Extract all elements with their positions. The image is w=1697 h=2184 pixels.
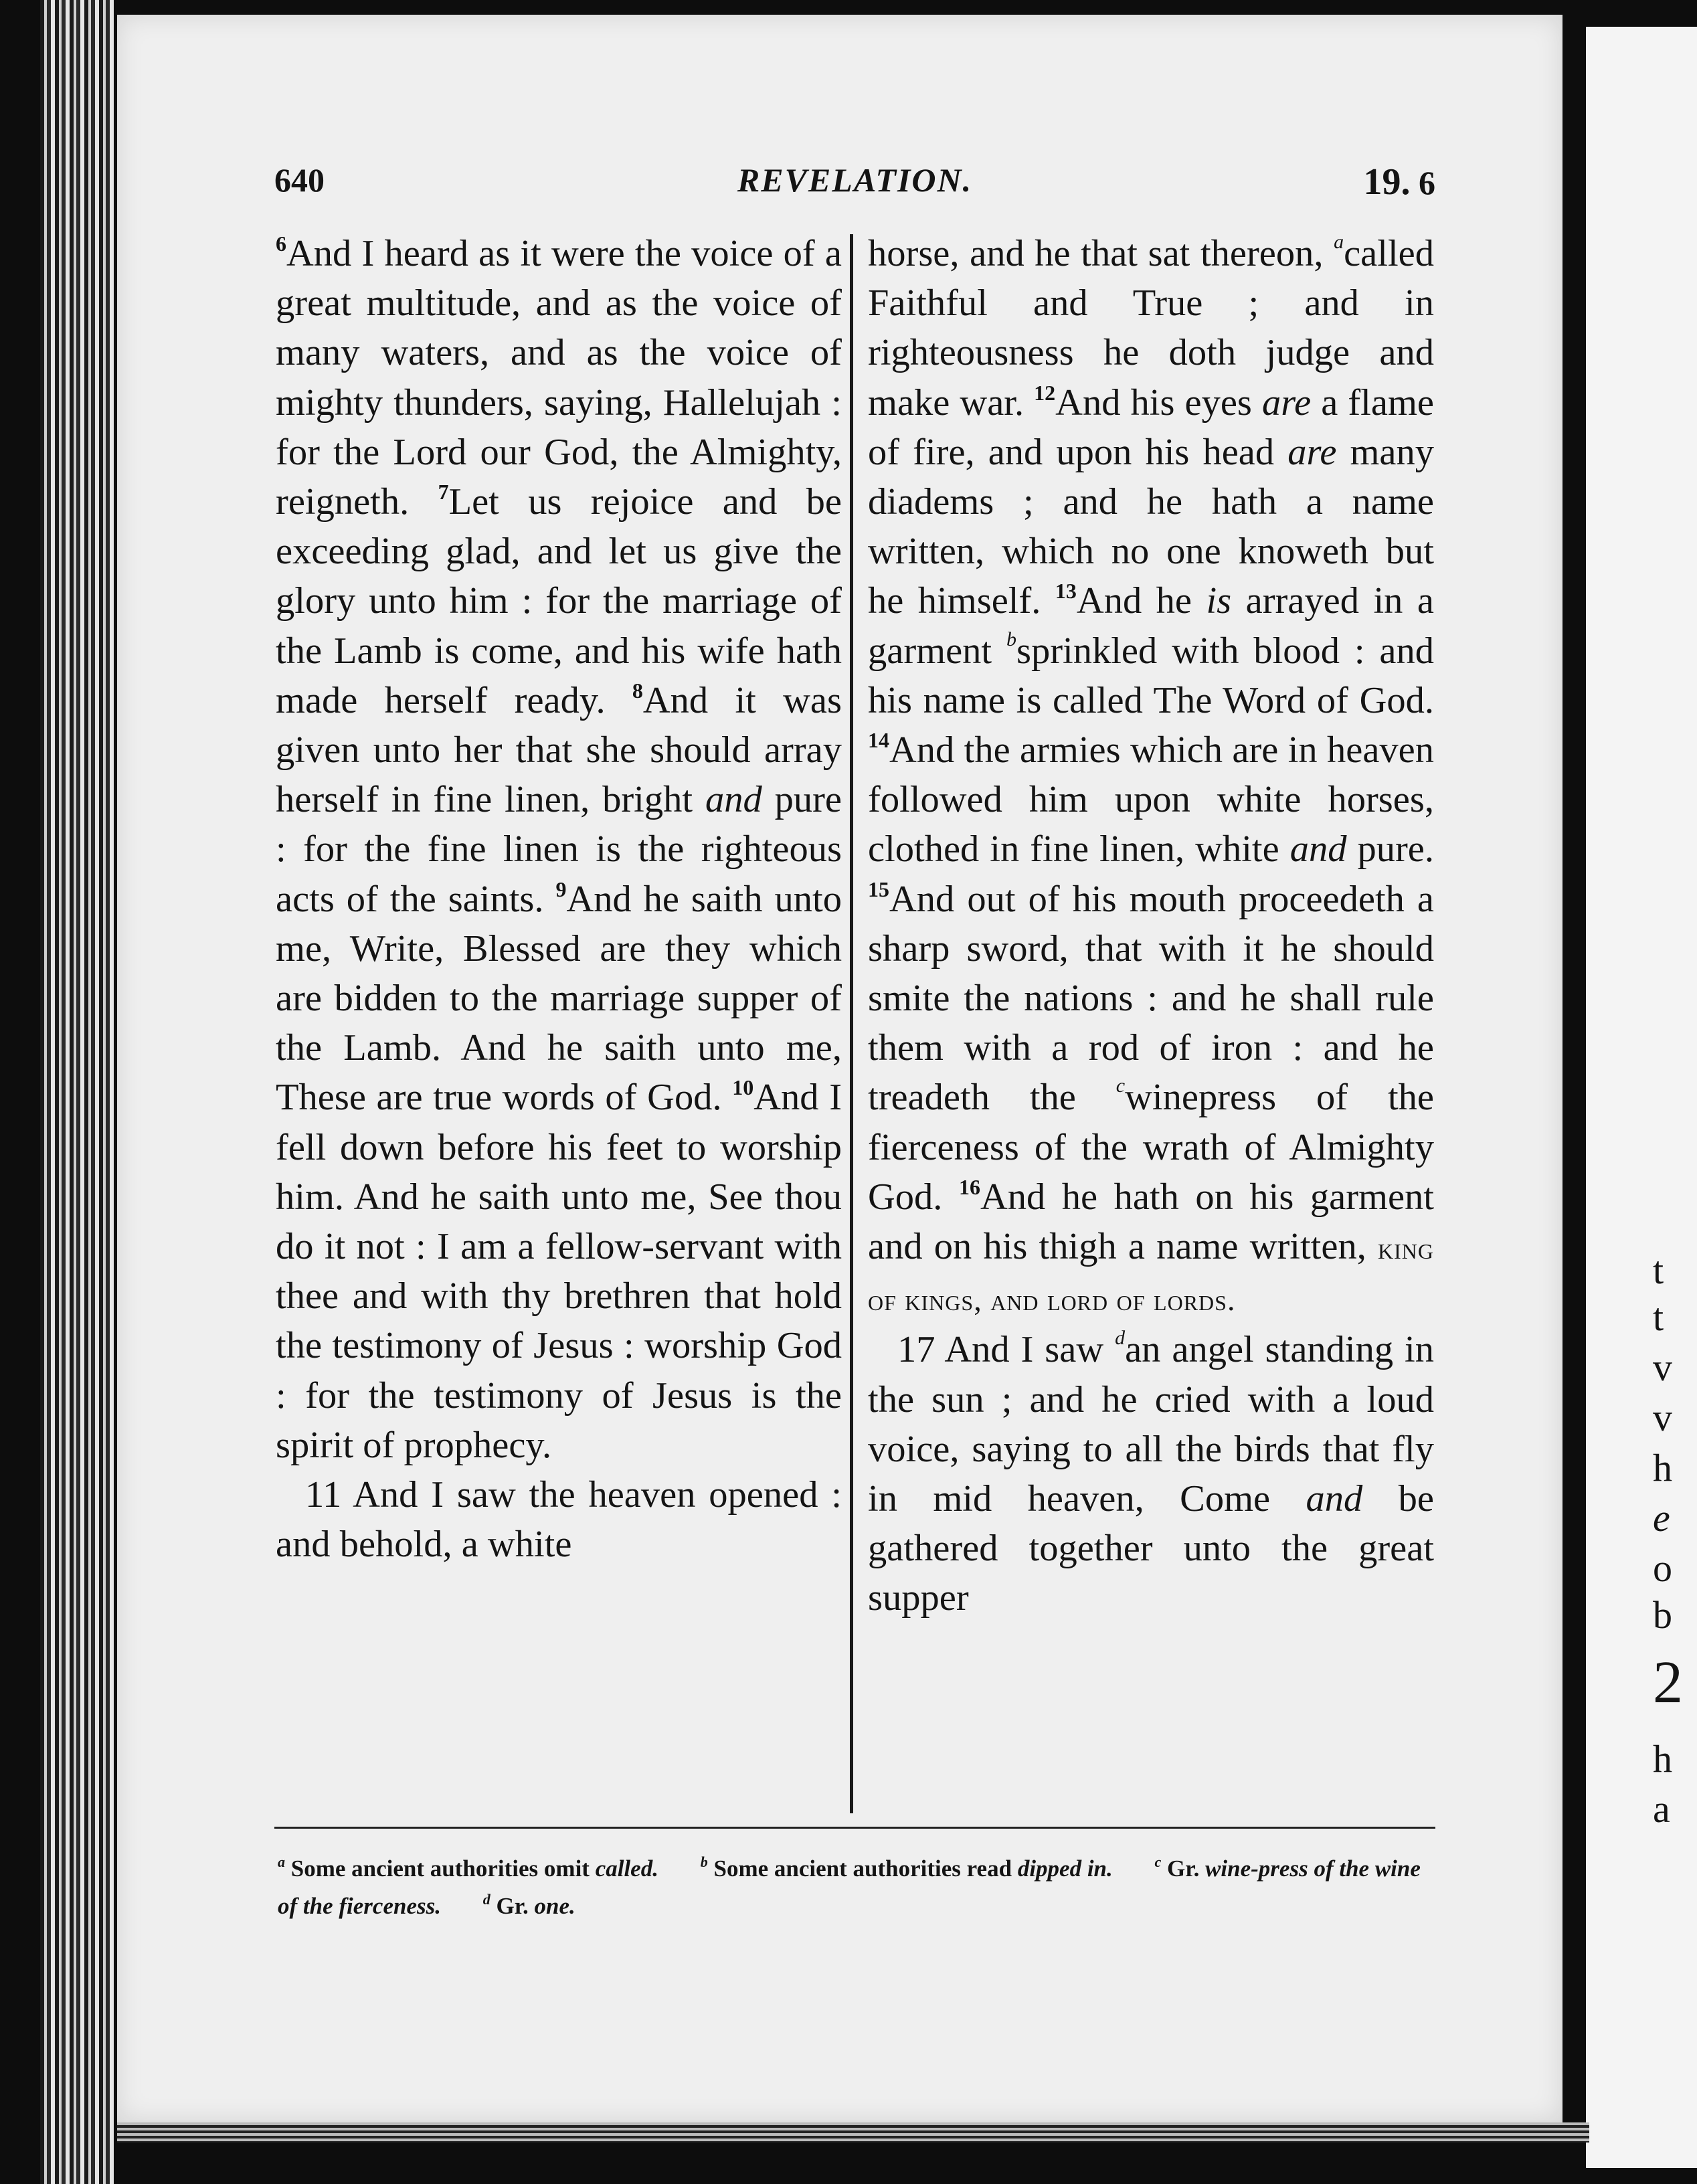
paragraph <box>868 1325 1434 1623</box>
verse-text: pure. <box>1346 828 1434 871</box>
verse-number: 13 <box>1055 579 1077 604</box>
footnote-italic: wine-press of the wine of the fierceness. <box>278 1855 1421 1919</box>
verse-text: And his eyes <box>1055 381 1262 424</box>
right-column <box>868 229 1434 1623</box>
facing-page-letter: o <box>1653 1546 1672 1590</box>
verse-text: an angel standing in the sun ; and he cried with a loud voice, saying to all the birds that fly in mid heaven, Come <box>868 1329 1434 1520</box>
facing-page-letter: h <box>1653 1737 1672 1781</box>
verse-number: 10 <box>732 1075 754 1100</box>
facing-page-letter: t <box>1653 1295 1664 1339</box>
verse-text: 11 And I saw the heaven opened : and behold, a white <box>276 1474 842 1566</box>
facing-page-letter: 2 <box>1653 1649 1683 1716</box>
book-title: REVELATION. <box>737 161 973 199</box>
footnote-text: Some ancient authorities omit <box>290 1855 596 1882</box>
facing-page-letter: v <box>1653 1346 1672 1389</box>
verse-number: 6 <box>1419 164 1435 201</box>
verse-text: be gathered together unto the great supper <box>868 1478 1434 1619</box>
small-caps-title: king of kings, and lord of lords. <box>868 1231 1434 1317</box>
verse-number: 12 <box>1034 380 1056 405</box>
verse-text: horse, and he that sat thereon, <box>868 233 1334 274</box>
footnote <box>701 1855 1113 1882</box>
verse-text: And he <box>1076 580 1207 622</box>
footnote-marker: c <box>1154 1853 1162 1870</box>
verse-text: winepress of the fierceness of the wrath of Almighty God. <box>868 1077 1434 1218</box>
facing-page-letter: a <box>1653 1787 1670 1831</box>
italic-word: are <box>1261 381 1312 424</box>
paragraph <box>276 1470 842 1569</box>
verse-text: a flame of fire, and upon his head <box>868 381 1434 473</box>
footnote-marker: b <box>1006 628 1016 650</box>
footnote-text: Gr. <box>496 1893 535 1919</box>
paragraph <box>868 229 1434 1325</box>
book-gutter <box>40 0 114 2184</box>
verse-number: 16 <box>958 1174 980 1199</box>
facing-page-letter: h <box>1653 1446 1672 1489</box>
footnote-marker: c <box>1115 1075 1126 1097</box>
verse-text: And he hath on his garment and on his thigh a name written, <box>868 1176 1434 1268</box>
footnote <box>483 1893 575 1919</box>
left-column <box>276 229 842 1569</box>
verse-text: And out of his mouth proceedeth a sharp sword, that with it he should smite the nations : and he shall rule them with a rod of iron : and he treadeth the <box>868 878 1434 1119</box>
footnote-marker: a <box>1334 231 1344 253</box>
footnote <box>278 1855 658 1882</box>
footnote-rule <box>274 1827 1435 1829</box>
verse-number: 14 <box>868 728 889 753</box>
verse-text: And he saith unto me, Write, Blessed are they which are bidden to the marriage supper of the Lamb. And he saith unto me, These are true words of God. <box>276 878 842 1119</box>
paragraph <box>276 229 842 1470</box>
verse-text: pure : for the fine linen is the righteous acts of the saints. <box>276 779 842 920</box>
verse-text: sprinkled with blood : and his name is called The Word of God. <box>868 630 1434 721</box>
facing-page-letter: t <box>1653 1249 1664 1292</box>
verse-number: 7 <box>438 480 449 505</box>
facing-page-letter: b <box>1653 1593 1672 1637</box>
italic-word: are <box>1287 431 1337 473</box>
page-bottom-edge <box>117 2122 1589 2143</box>
footnote-marker: d <box>482 1891 490 1908</box>
verse-text: called Faithful and True ; and in righteousness he doth judge and make war. <box>868 233 1434 424</box>
footnote-italic: dipped in. <box>1017 1855 1113 1882</box>
footnote-italic: called. <box>595 1855 658 1882</box>
verse-number: 6 <box>276 232 286 256</box>
verse-number: 8 <box>632 678 643 703</box>
italic-word: and <box>705 779 762 821</box>
running-head <box>274 161 1435 207</box>
italic-word: and <box>1306 1478 1363 1520</box>
footnote-marker: a <box>278 1853 285 1870</box>
footnote-text: Gr. <box>1167 1855 1206 1882</box>
verse-text: And I heard as it were the voice of a great multitude, and as the voice of many waters, and as the voice of mighty thunders, saying, Hallelujah : for the Lord our God, the Almighty, reigneth. <box>276 233 842 523</box>
facing-page-edge <box>1586 27 1697 2168</box>
facing-page-letter: v <box>1653 1396 1672 1439</box>
italic-word: and <box>1289 828 1347 871</box>
verse-number: 15 <box>868 877 889 901</box>
verse-text: And I fell down before his feet to worship him. And he saith unto me, See thou do it not : I am a fellow-servant with thee and with thy brethren that hold the testimony of Jesus : worship God : for the testimony of Jesus is the spirit of prophecy. <box>276 1077 842 1466</box>
footnote-marker: d <box>1115 1327 1126 1350</box>
page-number: 640 <box>274 161 325 199</box>
verse-text: arrayed in a garment <box>868 580 1434 672</box>
chapter-number: 19. <box>1363 161 1411 203</box>
verse-number: 9 <box>555 877 567 901</box>
footnote-marker: b <box>700 1853 708 1870</box>
footnotes <box>278 1850 1432 1925</box>
column-divider <box>850 234 853 1813</box>
verse-text: Let us rejoice and be exceeding glad, and let us give the glory unto him : for the marriage of the Lamb is come, and his wife hath made herself ready. <box>276 481 842 721</box>
verse-text: And it was given unto her that she should array herself in fine linen, bright <box>276 679 842 821</box>
facing-page-letter: e <box>1653 1496 1670 1540</box>
footnote-italic: one. <box>534 1893 575 1919</box>
verse-text: 17 And I saw <box>897 1329 1115 1371</box>
chapter-verse-reference <box>1364 161 1436 203</box>
verse-text: And the armies which are in heaven followed him upon white horses, clothed in fine linen, white <box>868 729 1434 871</box>
italic-word: is <box>1206 580 1232 622</box>
footnote-text: Some ancient authorities read <box>713 1855 1018 1882</box>
verse-text: many diadems ; and he hath a name written, which no one knoweth but he himself. <box>868 431 1435 622</box>
